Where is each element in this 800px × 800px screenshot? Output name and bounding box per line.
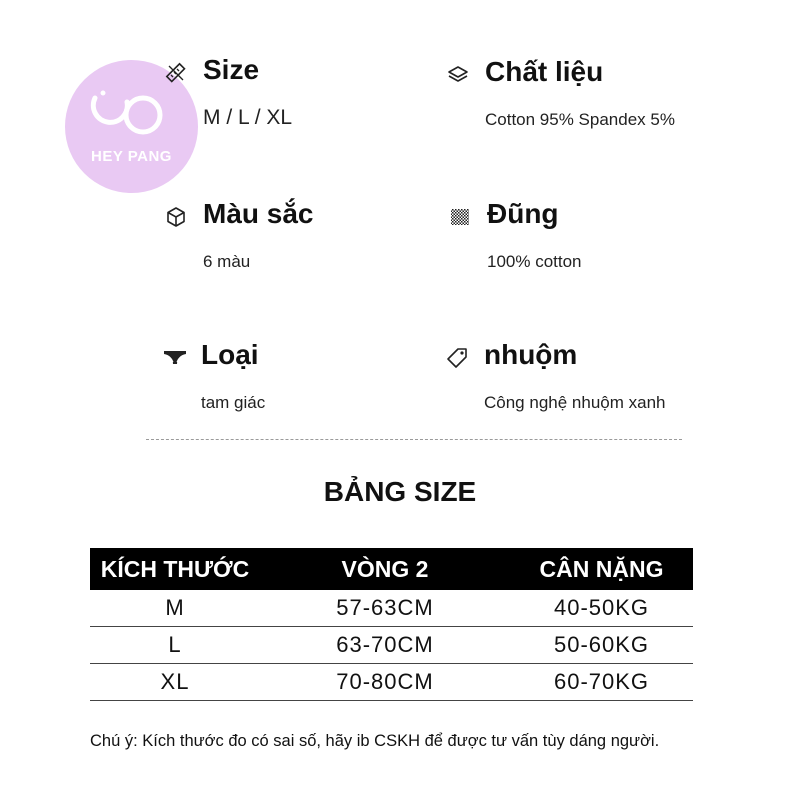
cell-size: M: [165, 595, 185, 620]
size-table: [90, 548, 693, 701]
checkered-fabric-icon: [449, 206, 471, 228]
underwear-icon: [163, 347, 187, 369]
table-row: [90, 590, 693, 627]
cell-waist: 70-80CM: [336, 669, 434, 694]
attr-title: Chất liệu: [485, 56, 604, 87]
cell-weight: 40-50KG: [553, 595, 650, 620]
cell-waist: 57-63CM: [336, 595, 434, 620]
header-weight: CÂN NẶNG: [539, 555, 664, 582]
attr-value: 100% cotton: [487, 252, 582, 271]
price-tag-icon: [446, 347, 468, 369]
layers-icon: [447, 64, 469, 86]
cell-waist: 63-70CM: [336, 632, 434, 657]
logo-text: HEY PANG: [91, 148, 172, 165]
attr-title: nhuộm: [484, 339, 578, 370]
attr-title: Màu sắc: [203, 198, 314, 229]
footnote: Chú ý: Kích thước đo có sai số, hãy ib CSKH để được tư vấn tùy dáng người.: [90, 732, 660, 750]
attr-value: tam giác: [201, 393, 266, 412]
attr-value: 6 màu: [203, 252, 251, 271]
header-waist: VÒNG 2: [341, 555, 429, 582]
cell-weight: 60-70KG: [553, 669, 650, 694]
size-table-header: [90, 548, 693, 590]
attr-value: M / L / XL: [203, 106, 293, 129]
table-row: [90, 664, 693, 701]
size-table-title: BẢNG SIZE: [323, 476, 477, 507]
table-row: [90, 627, 693, 664]
cell-size: L: [168, 632, 182, 657]
cell-size: XL: [160, 669, 190, 694]
attr-value: Công nghệ nhuộm xanh: [484, 393, 666, 412]
cube-icon: [165, 206, 187, 228]
tape-measure-icon: [165, 62, 187, 84]
cell-weight: 50-60KG: [553, 632, 650, 657]
attr-title: Đũng: [487, 198, 559, 229]
header-size: KÍCH THƯỚC: [100, 555, 250, 582]
dashed-divider: [146, 439, 682, 440]
attr-title: Loại: [201, 339, 259, 370]
attr-title: Size: [203, 54, 260, 85]
attr-value: Cotton 95% Spandex 5%: [485, 110, 675, 129]
